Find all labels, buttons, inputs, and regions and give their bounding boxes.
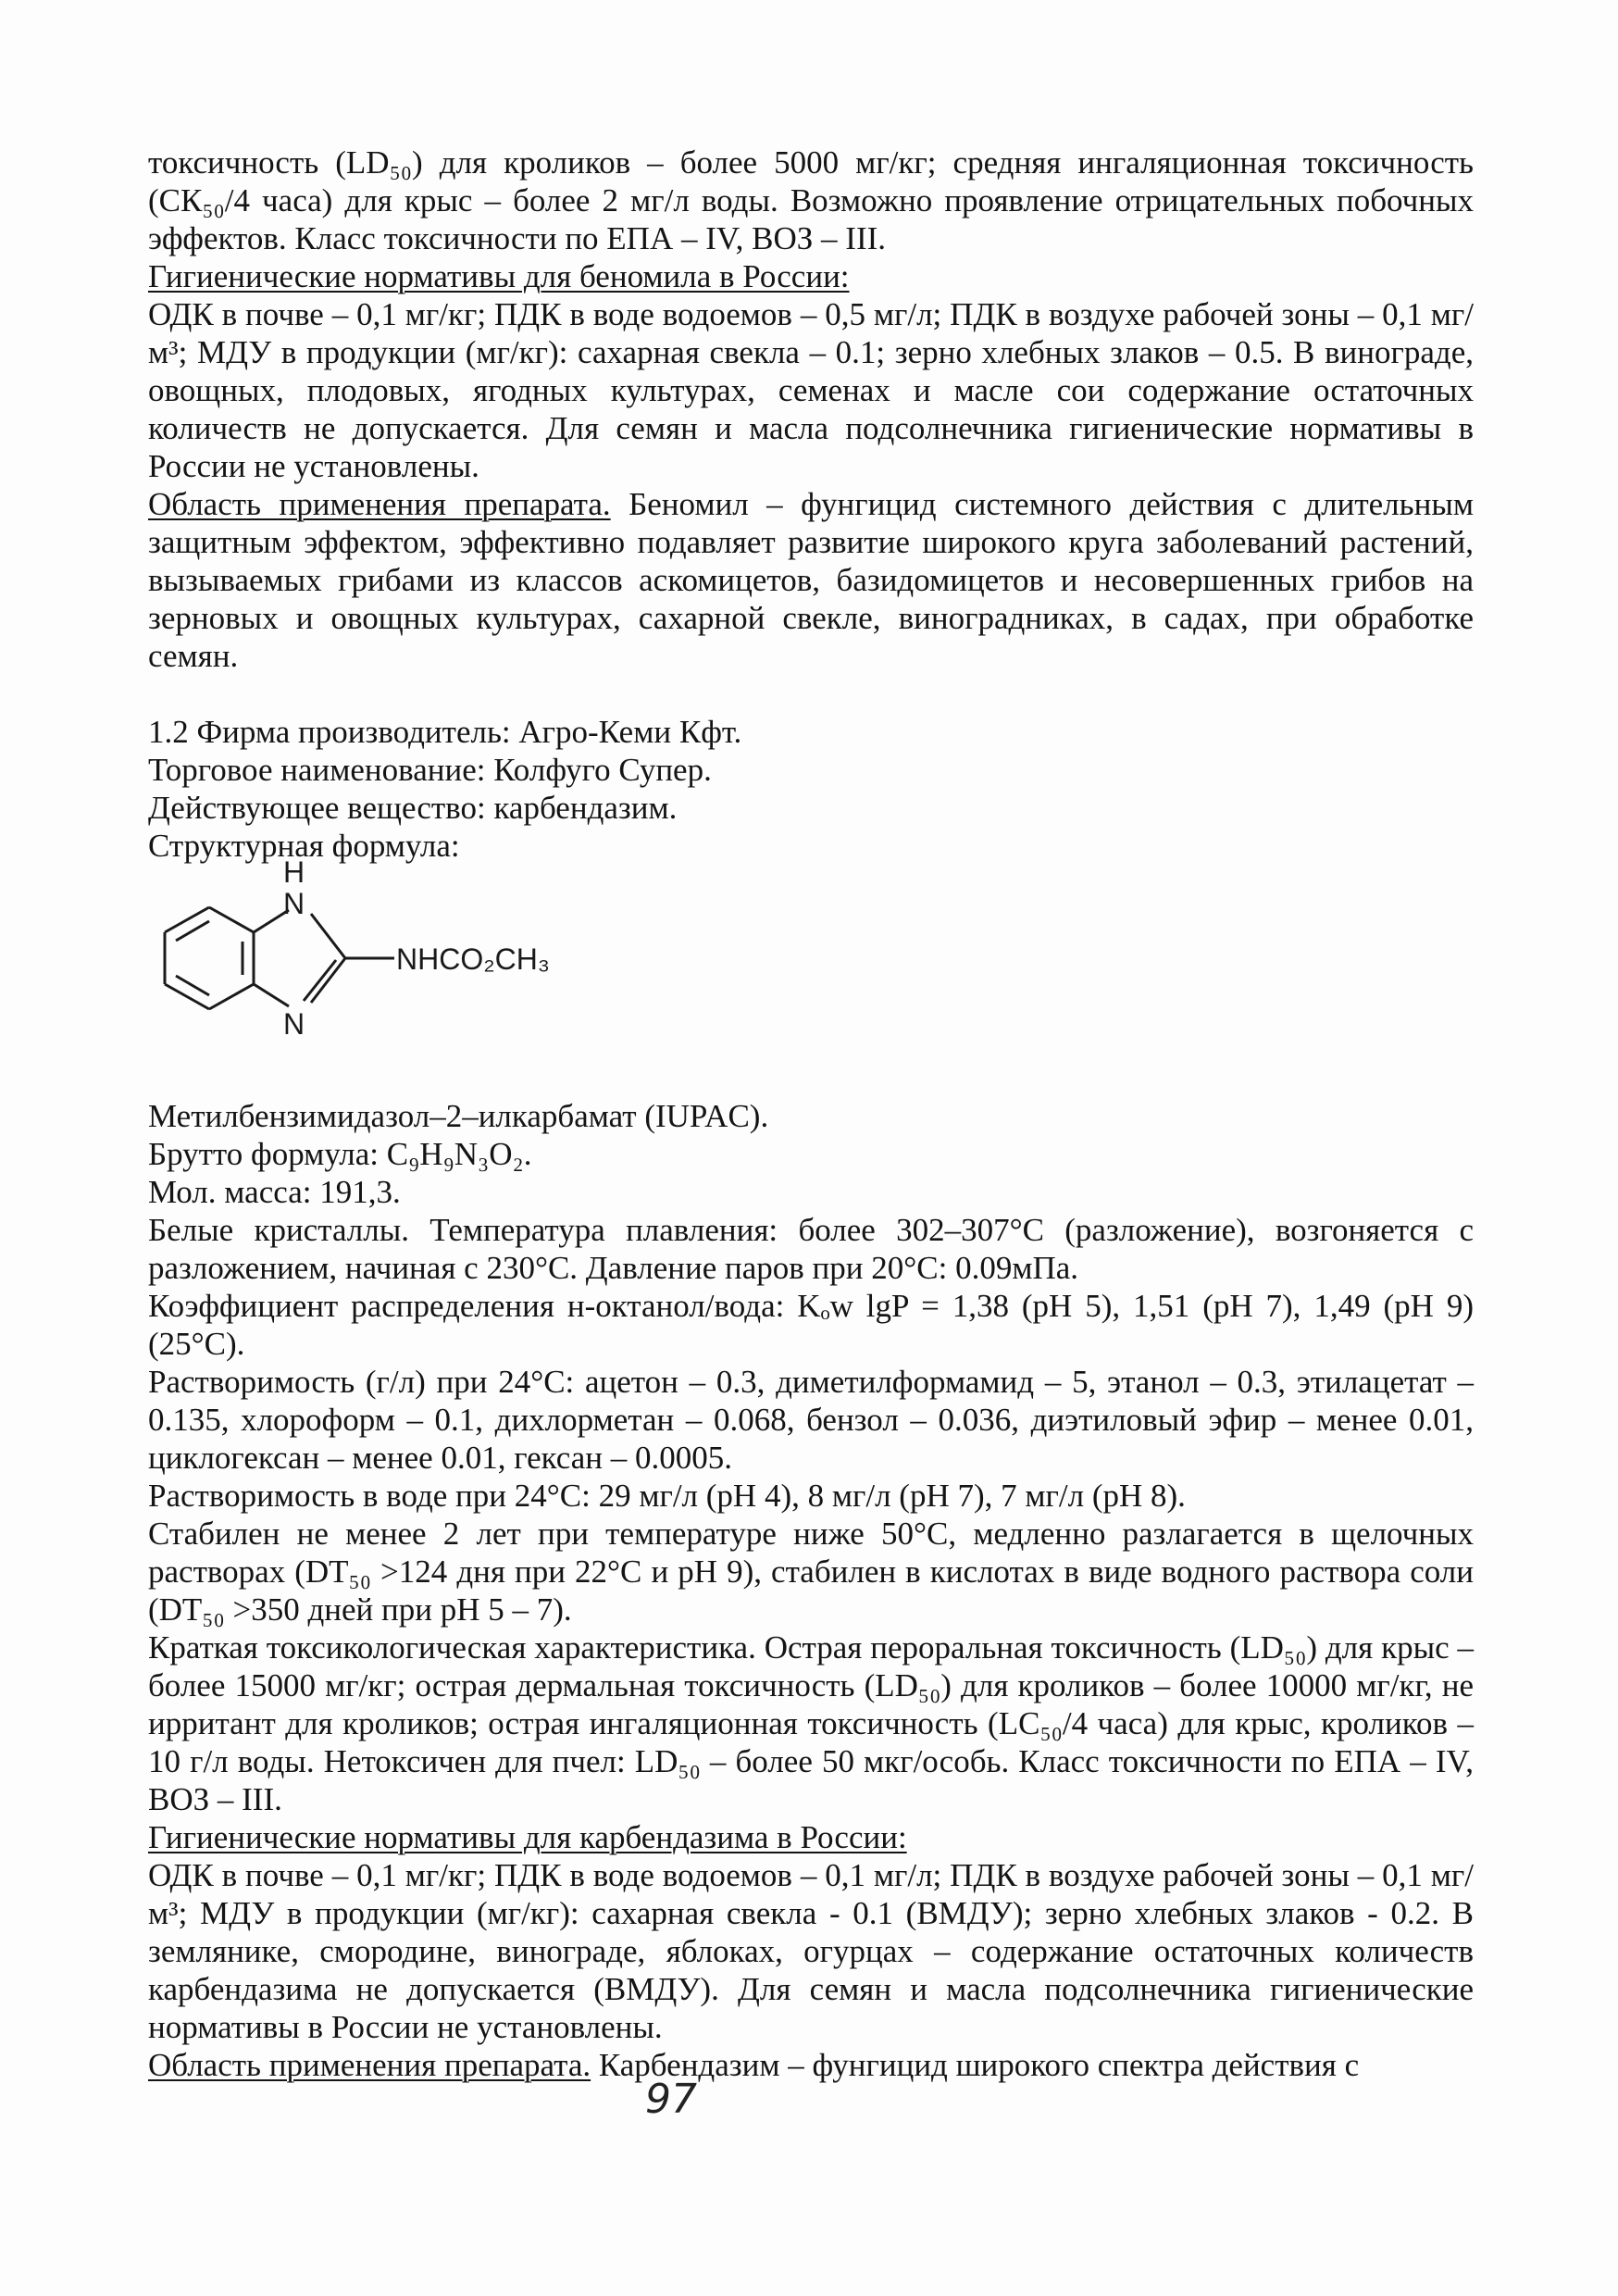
- text-block-carbendazim: [148, 1097, 1474, 2084]
- structural-formula: [146, 856, 794, 1079]
- text-block-product: [148, 713, 1474, 865]
- line-active-substance: Действующее вещество: карбендазим.: [148, 790, 678, 826]
- paragraph-application-benomyl: Беномил – фунгицид системного действия с длительным защитным эффектом, эффективно подавляет развитие широкого круга заболеваний растений, вызываемых грибами из классов аскомицетов, базидомицетов и несовершенных грибов на зерновых и овощных культурах, сахарной свекле, виноградниках, в садах, при обработке семян.: [148, 486, 1475, 674]
- heading-application-carbendazim: Область применения препарата.: [148, 2047, 591, 2083]
- line-structural-formula-label: Структурная формула:: [148, 828, 460, 864]
- formula-n-bottom-label: N: [283, 1007, 305, 1041]
- paragraph-solubility-water: Растворимость в воде при 24°C: 29 мг/л (pH 4), 8 мг/л (pH 7), 7 мг/л (pH 8).: [148, 1478, 1186, 1514]
- formula-n-top-label: N: [283, 887, 305, 920]
- heading-hygiene-benomyl: Гигиенические нормативы для беномила в России:: [148, 258, 850, 294]
- paragraph-solubility-organic: Растворимость (г/л) при 24°C: ацетон – 0.3, диметилформамид – 5, этанол – 0.3, этилацетат – 0.135, хлороформ – 0.1, дихлорметан – 0.068, бензол – 0.036, диэтиловый эфир – менее 0.01, циклогексан – менее 0.01, гексан – 0.0005.: [148, 1364, 1474, 1476]
- paragraph-hygiene-benomyl: ОДК в почве – 0,1 мг/кг; ПДК в воде водоемов – 0,5 мг/л; ПДК в воздухе рабочей зоны – 0,1 мг/м³; МДУ в продукции (мг/кг): сахарная свекла – 0.1; зерно хлебных злаков – 0.5. В винограде, овощных, плодовых, ягодных культурах, семенах и масле сои содержание остаточных количеств не допускается. Для семян и масла подсолнечника гигиенические нормативы в России не установлены.: [148, 296, 1474, 484]
- formula-substituent-label: NHCO₂CH₃: [396, 942, 550, 976]
- text-block-benomyl: [148, 144, 1474, 675]
- structural-formula-drawing: [146, 856, 794, 1079]
- paragraph-molar-mass: Мол. масса: 191,3.: [148, 1174, 401, 1210]
- paragraph-stability: Стабилен не менее 2 лет при температуре ниже 50°C, медленно разлагается в щелочных растворах (DT₅₀ >124 дня при 22°C и pH 9), стабилен в кислотах в виде водного раствора соли (DT₅₀ >350 дней при pH 5 – 7).: [148, 1516, 1474, 1628]
- line-trade-name: Торговое наименование: Колфуго Супер.: [148, 752, 712, 788]
- paragraph-hygiene-carbendazim: ОДК в почве – 0,1 мг/кг; ПДК в воде водоемов – 0,1 мг/л; ПДК в воздухе рабочей зоны – 0,1 мг/м³; МДУ в продукции (мг/кг): сахарная свекла - 0.1 (ВМДУ); зерно хлебных злаков - 0.2. В землянике, смородине, винограде, яблоках, огурцах – содержание остаточных количеств карбендазима не допускается (ВМДУ). Для семян и масла подсолнечника гигиенические нормативы в России не установлены.: [148, 1857, 1474, 2045]
- paragraph-toxicity: токсичность (LD₅₀) для кроликов – более 5000 мг/кг; средняя ингаляционная токсичность (СК₅₀/4 часа) для крыс – более 2 мг/л воды. Возможно проявление отрицательных побочных эффектов. Класс токсичности по ЕПА – IV, ВОЗ – III.: [148, 144, 1474, 256]
- paragraph-gross-formula: Брутто формула: C₉H₉N₃O₂.: [148, 1136, 532, 1172]
- paragraph-application-carbendazim: Карбендазим – фунгицид широкого спектра действия с: [591, 2047, 1360, 2083]
- line-manufacturer: 1.2 Фирма производитель: Агро-Кеми Кфт.: [148, 714, 742, 750]
- paragraph-iupac-name: Метилбензимидазол–2–илкарбамат (IUPAC).: [148, 1098, 769, 1134]
- benzimidazole-rings: [165, 907, 394, 1009]
- heading-hygiene-carbendazim: Гигиенические нормативы для карбендазима в России:: [148, 1819, 907, 1855]
- paragraph-toxicology: Краткая токсикологическая характеристика. Острая пероральная токсичность (LD₅₀) для крыс – более 15000 мг/кг; острая дермальная токсичность (LD₅₀) для кроликов – более 10000 мг/кг, не ирритант для кроликов; острая ингаляционная токсичность (LC₅₀/4 часа) для крыс, кроликов –10 г/л воды. Нетоксичен для пчел: LD₅₀ – более 50 мкг/особь. Класс токсичности по ЕПА – IV, ВОЗ – III.: [148, 1629, 1474, 1817]
- page-number: 97: [645, 2076, 697, 2123]
- heading-application-benomyl: Область применения препарата.: [148, 486, 611, 522]
- formula-h-label: H: [283, 856, 305, 889]
- paragraph-partition-coefficient: Коэффициент распределения н-октанол/вода: Kₒw lgP = 1,38 (pH 5), 1,51 (pH 7), 1,49 (pH 9) (25°C).: [148, 1288, 1474, 1362]
- paragraph-physical-properties: Белые кристаллы. Температура плавления: более 302–307°C (разложение), возгоняется с разложением, начиная с 230°C. Давление паров при 20°C: 0.09мПа.: [148, 1212, 1474, 1286]
